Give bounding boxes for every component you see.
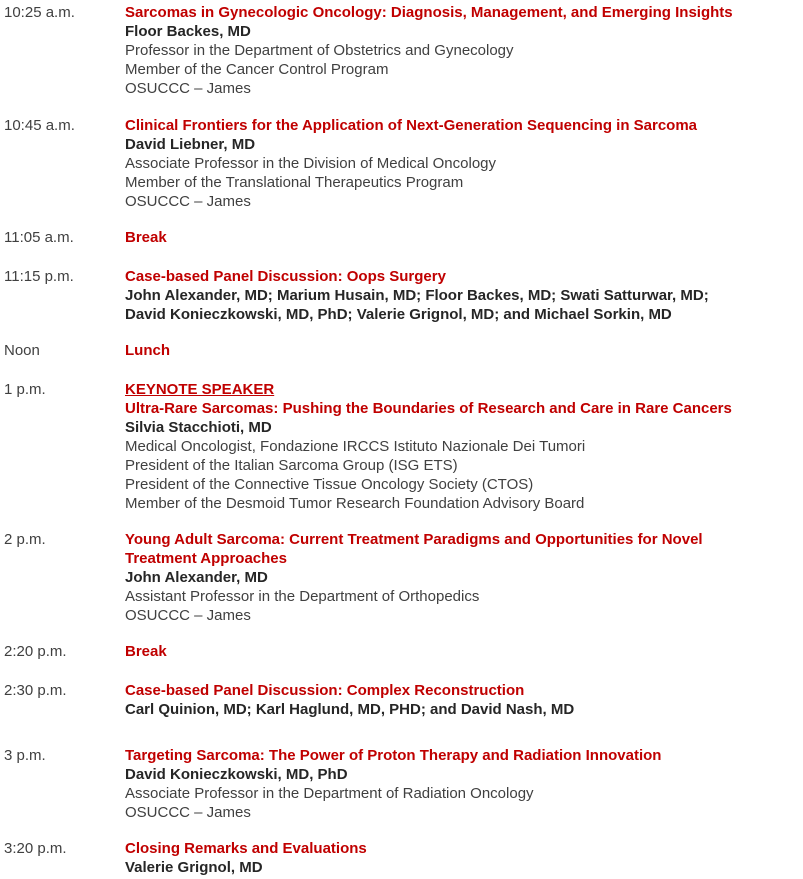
- session-time: 2 p.m.: [4, 531, 46, 548]
- session-speaker: Silvia Stacchioti, MD: [125, 419, 272, 436]
- speaker-affiliation: OSUCCC – James: [125, 193, 251, 210]
- session-time: 3:20 p.m.: [4, 840, 67, 857]
- session-time: 2:20 p.m.: [4, 643, 67, 660]
- session-title: Young Adult Sarcoma: Current Treatment Paradigms and Opportunities for Novel: [125, 531, 703, 548]
- session-speaker: Valerie Grignol, MD: [125, 859, 263, 876]
- speaker-affiliation: President of the Connective Tissue Oncology Society (CTOS): [125, 476, 534, 493]
- session-title: Ultra-Rare Sarcomas: Pushing the Boundaries of Research and Care in Rare Cancers: [125, 400, 732, 417]
- speaker-affiliation: Member of the Translational Therapeutics Program: [125, 174, 464, 191]
- session-speaker: John Alexander, MD: [125, 569, 268, 586]
- session-title: Break: [125, 643, 167, 660]
- speaker-affiliation: Professor in the Department of Obstetrics and Gynecology: [125, 42, 514, 59]
- session-title: Clinical Frontiers for the Application of Next-Generation Sequencing in Sarcoma: [125, 117, 698, 134]
- speaker-affiliation: Member of the Desmoid Tumor Research Foundation Advisory Board: [125, 495, 585, 512]
- session-speaker: David Konieczkowski, MD, PhD: [125, 766, 348, 783]
- session-title: Targeting Sarcoma: The Power of Proton Therapy and Radiation Innovation: [125, 747, 662, 764]
- session-title: Closing Remarks and Evaluations: [125, 840, 367, 857]
- speaker-affiliation: OSUCCC – James: [125, 804, 251, 821]
- session-time: 10:45 a.m.: [4, 117, 75, 134]
- session-time: 11:15 p.m.: [4, 268, 74, 285]
- session-time: 10:25 a.m.: [4, 4, 75, 21]
- speaker-affiliation: Associate Professor in the Division of Medical Oncology: [125, 155, 497, 172]
- speaker-affiliation: Member of the Cancer Control Program: [125, 61, 389, 78]
- speaker-affiliation: Medical Oncologist, Fondazione IRCCS Istituto Nazionale Dei Tumori: [125, 438, 586, 455]
- session-title: Lunch: [125, 342, 170, 359]
- speaker-affiliation: OSUCCC – James: [125, 607, 251, 624]
- speaker-affiliation: Assistant Professor in the Department of Orthopedics: [125, 588, 480, 605]
- session-title: Sarcomas in Gynecologic Oncology: Diagnosis, Management, and Emerging Insights: [125, 4, 733, 21]
- session-time: 11:05 a.m.: [4, 229, 74, 246]
- session-speaker: Floor Backes, MD: [125, 23, 251, 40]
- session-title: Case-based Panel Discussion: Complex Reconstruction: [125, 682, 525, 699]
- session-speaker: John Alexander, MD; Marium Husain, MD; Floor Backes, MD; Swati Satturwar, MD;: [125, 287, 709, 304]
- session-time: Noon: [4, 342, 40, 359]
- keynote-label: KEYNOTE SPEAKER: [125, 381, 275, 398]
- speaker-affiliation: Associate Professor in the Department of Radiation Oncology: [125, 785, 534, 802]
- session-time: 1 p.m.: [4, 381, 46, 398]
- session-time: 2:30 p.m.: [4, 682, 67, 699]
- session-speaker: Carl Quinion, MD; Karl Haglund, MD, PHD; and David Nash, MD: [125, 701, 575, 718]
- speaker-affiliation: OSUCCC – James: [125, 80, 251, 97]
- session-title: Break: [125, 229, 167, 246]
- session-time: 3 p.m.: [4, 747, 46, 764]
- speaker-affiliation: President of the Italian Sarcoma Group (ISG ETS): [125, 457, 458, 474]
- session-speaker: David Liebner, MD: [125, 136, 256, 153]
- session-title-continued: Treatment Approaches: [125, 550, 287, 567]
- session-title: Case-based Panel Discussion: Oops Surgery: [125, 268, 446, 285]
- session-speaker: David Konieczkowski, MD, PhD; Valerie Grignol, MD; and Michael Sorkin, MD: [125, 306, 672, 323]
